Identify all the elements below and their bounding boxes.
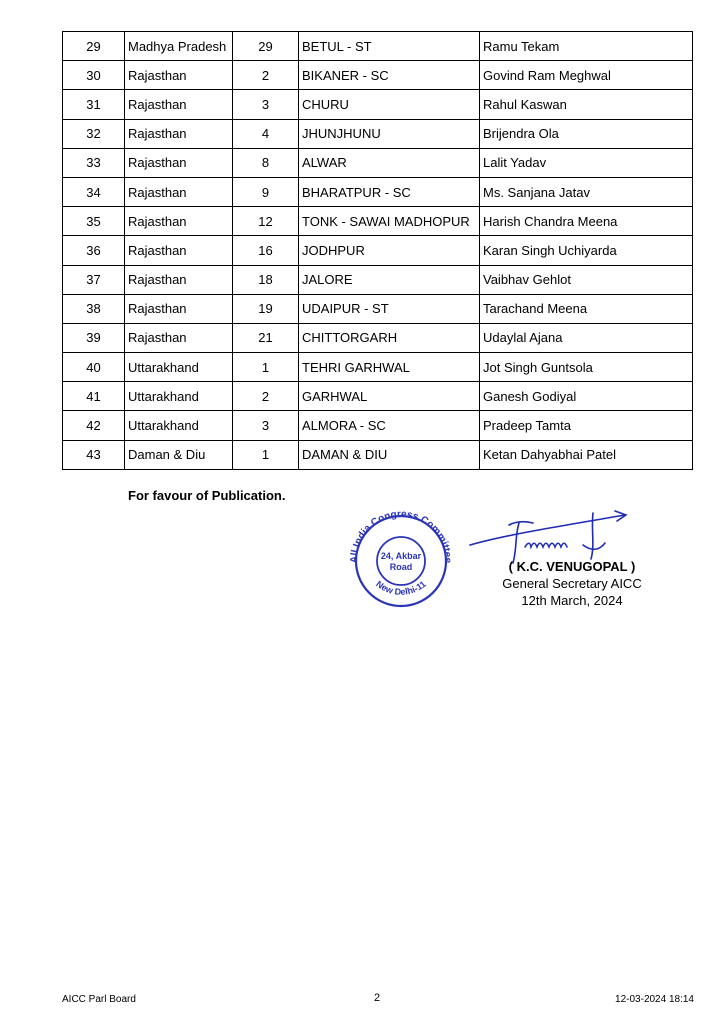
seal-center-line1: 24, Akbar: [380, 551, 422, 561]
candidate-cell: Tarachand Meena: [480, 294, 693, 323]
state-cell: Rajasthan: [125, 90, 233, 119]
constituency-cell: DAMAN & DIU: [299, 440, 480, 469]
constituency-number-cell: 21: [233, 323, 299, 352]
aicc-seal-stamp: [343, 509, 459, 609]
state-cell: Rajasthan: [125, 119, 233, 148]
candidate-cell: Ms. Sanjana Jatav: [480, 177, 693, 206]
table-row: [63, 411, 693, 440]
table-row: [63, 236, 693, 265]
constituency-number-cell: 16: [233, 236, 299, 265]
constituency-cell: CHURU: [299, 90, 480, 119]
candidate-cell: Udaylal Ajana: [480, 323, 693, 352]
table-row: [63, 61, 693, 90]
table-row: [63, 353, 693, 382]
serial-cell: 34: [63, 177, 125, 206]
publication-note: For favour of Publication.: [128, 488, 286, 503]
constituency-cell: BHARATPUR - SC: [299, 177, 480, 206]
serial-cell: 40: [63, 353, 125, 382]
candidate-cell: Pradeep Tamta: [480, 411, 693, 440]
constituency-cell: BIKANER - SC: [299, 61, 480, 90]
table-row: [63, 323, 693, 352]
state-cell: Rajasthan: [125, 177, 233, 206]
candidate-cell: Harish Chandra Meena: [480, 207, 693, 236]
state-cell: Rajasthan: [125, 265, 233, 294]
constituency-number-cell: 3: [233, 90, 299, 119]
candidate-cell: Lalit Yadav: [480, 148, 693, 177]
state-cell: Madhya Pradesh: [125, 32, 233, 61]
table-row: [63, 32, 693, 61]
table-row: [63, 265, 693, 294]
candidate-cell: Rahul Kaswan: [480, 90, 693, 119]
table-row: [63, 148, 693, 177]
constituency-number-cell: 2: [233, 382, 299, 411]
constituency-number-cell: 4: [233, 119, 299, 148]
serial-cell: 33: [63, 148, 125, 177]
candidate-cell: Karan Singh Uchiyarda: [480, 236, 693, 265]
signature-date: 12th March, 2024: [521, 593, 623, 608]
table-row: [63, 177, 693, 206]
serial-cell: 39: [63, 323, 125, 352]
constituency-number-cell: 3: [233, 411, 299, 440]
constituency-number-cell: 19: [233, 294, 299, 323]
serial-cell: 30: [63, 61, 125, 90]
state-cell: Rajasthan: [125, 148, 233, 177]
constituency-cell: BETUL - ST: [299, 32, 480, 61]
state-cell: Uttarakhand: [125, 382, 233, 411]
state-cell: Uttarakhand: [125, 411, 233, 440]
table-row: [63, 294, 693, 323]
constituency-cell: JHUNJHUNU: [299, 119, 480, 148]
serial-cell: 35: [63, 207, 125, 236]
constituency-number-cell: 8: [233, 148, 299, 177]
constituency-number-cell: 29: [233, 32, 299, 61]
constituency-cell: GARHWAL: [299, 382, 480, 411]
serial-cell: 43: [63, 440, 125, 469]
state-cell: Rajasthan: [125, 294, 233, 323]
candidate-cell: Ramu Tekam: [480, 32, 693, 61]
constituency-cell: CHITTORGARH: [299, 323, 480, 352]
state-cell: Rajasthan: [125, 207, 233, 236]
page-number: 2: [374, 992, 381, 1004]
footer-timestamp: 12-03-2024 18:14: [615, 994, 694, 1005]
state-cell: Rajasthan: [125, 236, 233, 265]
table-row: [63, 440, 693, 469]
constituency-number-cell: 1: [233, 353, 299, 382]
svg-text:New Delhi-11: [374, 579, 428, 597]
serial-cell: 38: [63, 294, 125, 323]
constituency-cell: ALMORA - SC: [299, 411, 480, 440]
constituency-cell: TEHRI GARHWAL: [299, 353, 480, 382]
state-cell: Rajasthan: [125, 61, 233, 90]
serial-cell: 31: [63, 90, 125, 119]
candidate-cell: Jot Singh Guntsola: [480, 353, 693, 382]
constituency-cell: UDAIPUR - ST: [299, 294, 480, 323]
serial-cell: 42: [63, 411, 125, 440]
candidate-cell: Govind Ram Meghwal: [480, 61, 693, 90]
candidate-cell: Vaibhav Gehlot: [480, 265, 693, 294]
candidate-cell: Brijendra Ola: [480, 119, 693, 148]
constituency-number-cell: 18: [233, 265, 299, 294]
candidate-cell: Ganesh Godiyal: [480, 382, 693, 411]
constituency-cell: JALORE: [299, 265, 480, 294]
constituency-number-cell: 9: [233, 177, 299, 206]
seal-center-line2: Road: [389, 562, 413, 572]
signatory-name: ( K.C. VENUGOPAL ): [508, 559, 636, 574]
serial-cell: 29: [63, 32, 125, 61]
table-row: [63, 207, 693, 236]
serial-cell: 32: [63, 119, 125, 148]
constituency-number-cell: 1: [233, 440, 299, 469]
constituency-number-cell: 2: [233, 61, 299, 90]
state-cell: Daman & Diu: [125, 440, 233, 469]
table-row: [63, 90, 693, 119]
table-row: [63, 119, 693, 148]
serial-cell: 41: [63, 382, 125, 411]
table-row: [63, 382, 693, 411]
candidate-cell: Ketan Dahyabhai Patel: [480, 440, 693, 469]
constituency-number-cell: 12: [233, 207, 299, 236]
constituency-cell: JODHPUR: [299, 236, 480, 265]
constituency-cell: ALWAR: [299, 148, 480, 177]
serial-cell: 37: [63, 265, 125, 294]
state-cell: Rajasthan: [125, 323, 233, 352]
signature-block: [482, 558, 662, 609]
footer-left: AICC Parl Board: [62, 994, 136, 1005]
serial-cell: 36: [63, 236, 125, 265]
signatory-designation: General Secretary AICC: [502, 576, 642, 591]
seal-ring-text: All India Congress Committee: [348, 509, 454, 564]
constituency-cell: TONK - SAWAI MADHOPUR: [299, 207, 480, 236]
candidate-table: [62, 31, 693, 470]
state-cell: Uttarakhand: [125, 353, 233, 382]
candidate-table-body: [63, 32, 693, 470]
seal-bottom-text: New Delhi-11: [374, 578, 428, 597]
